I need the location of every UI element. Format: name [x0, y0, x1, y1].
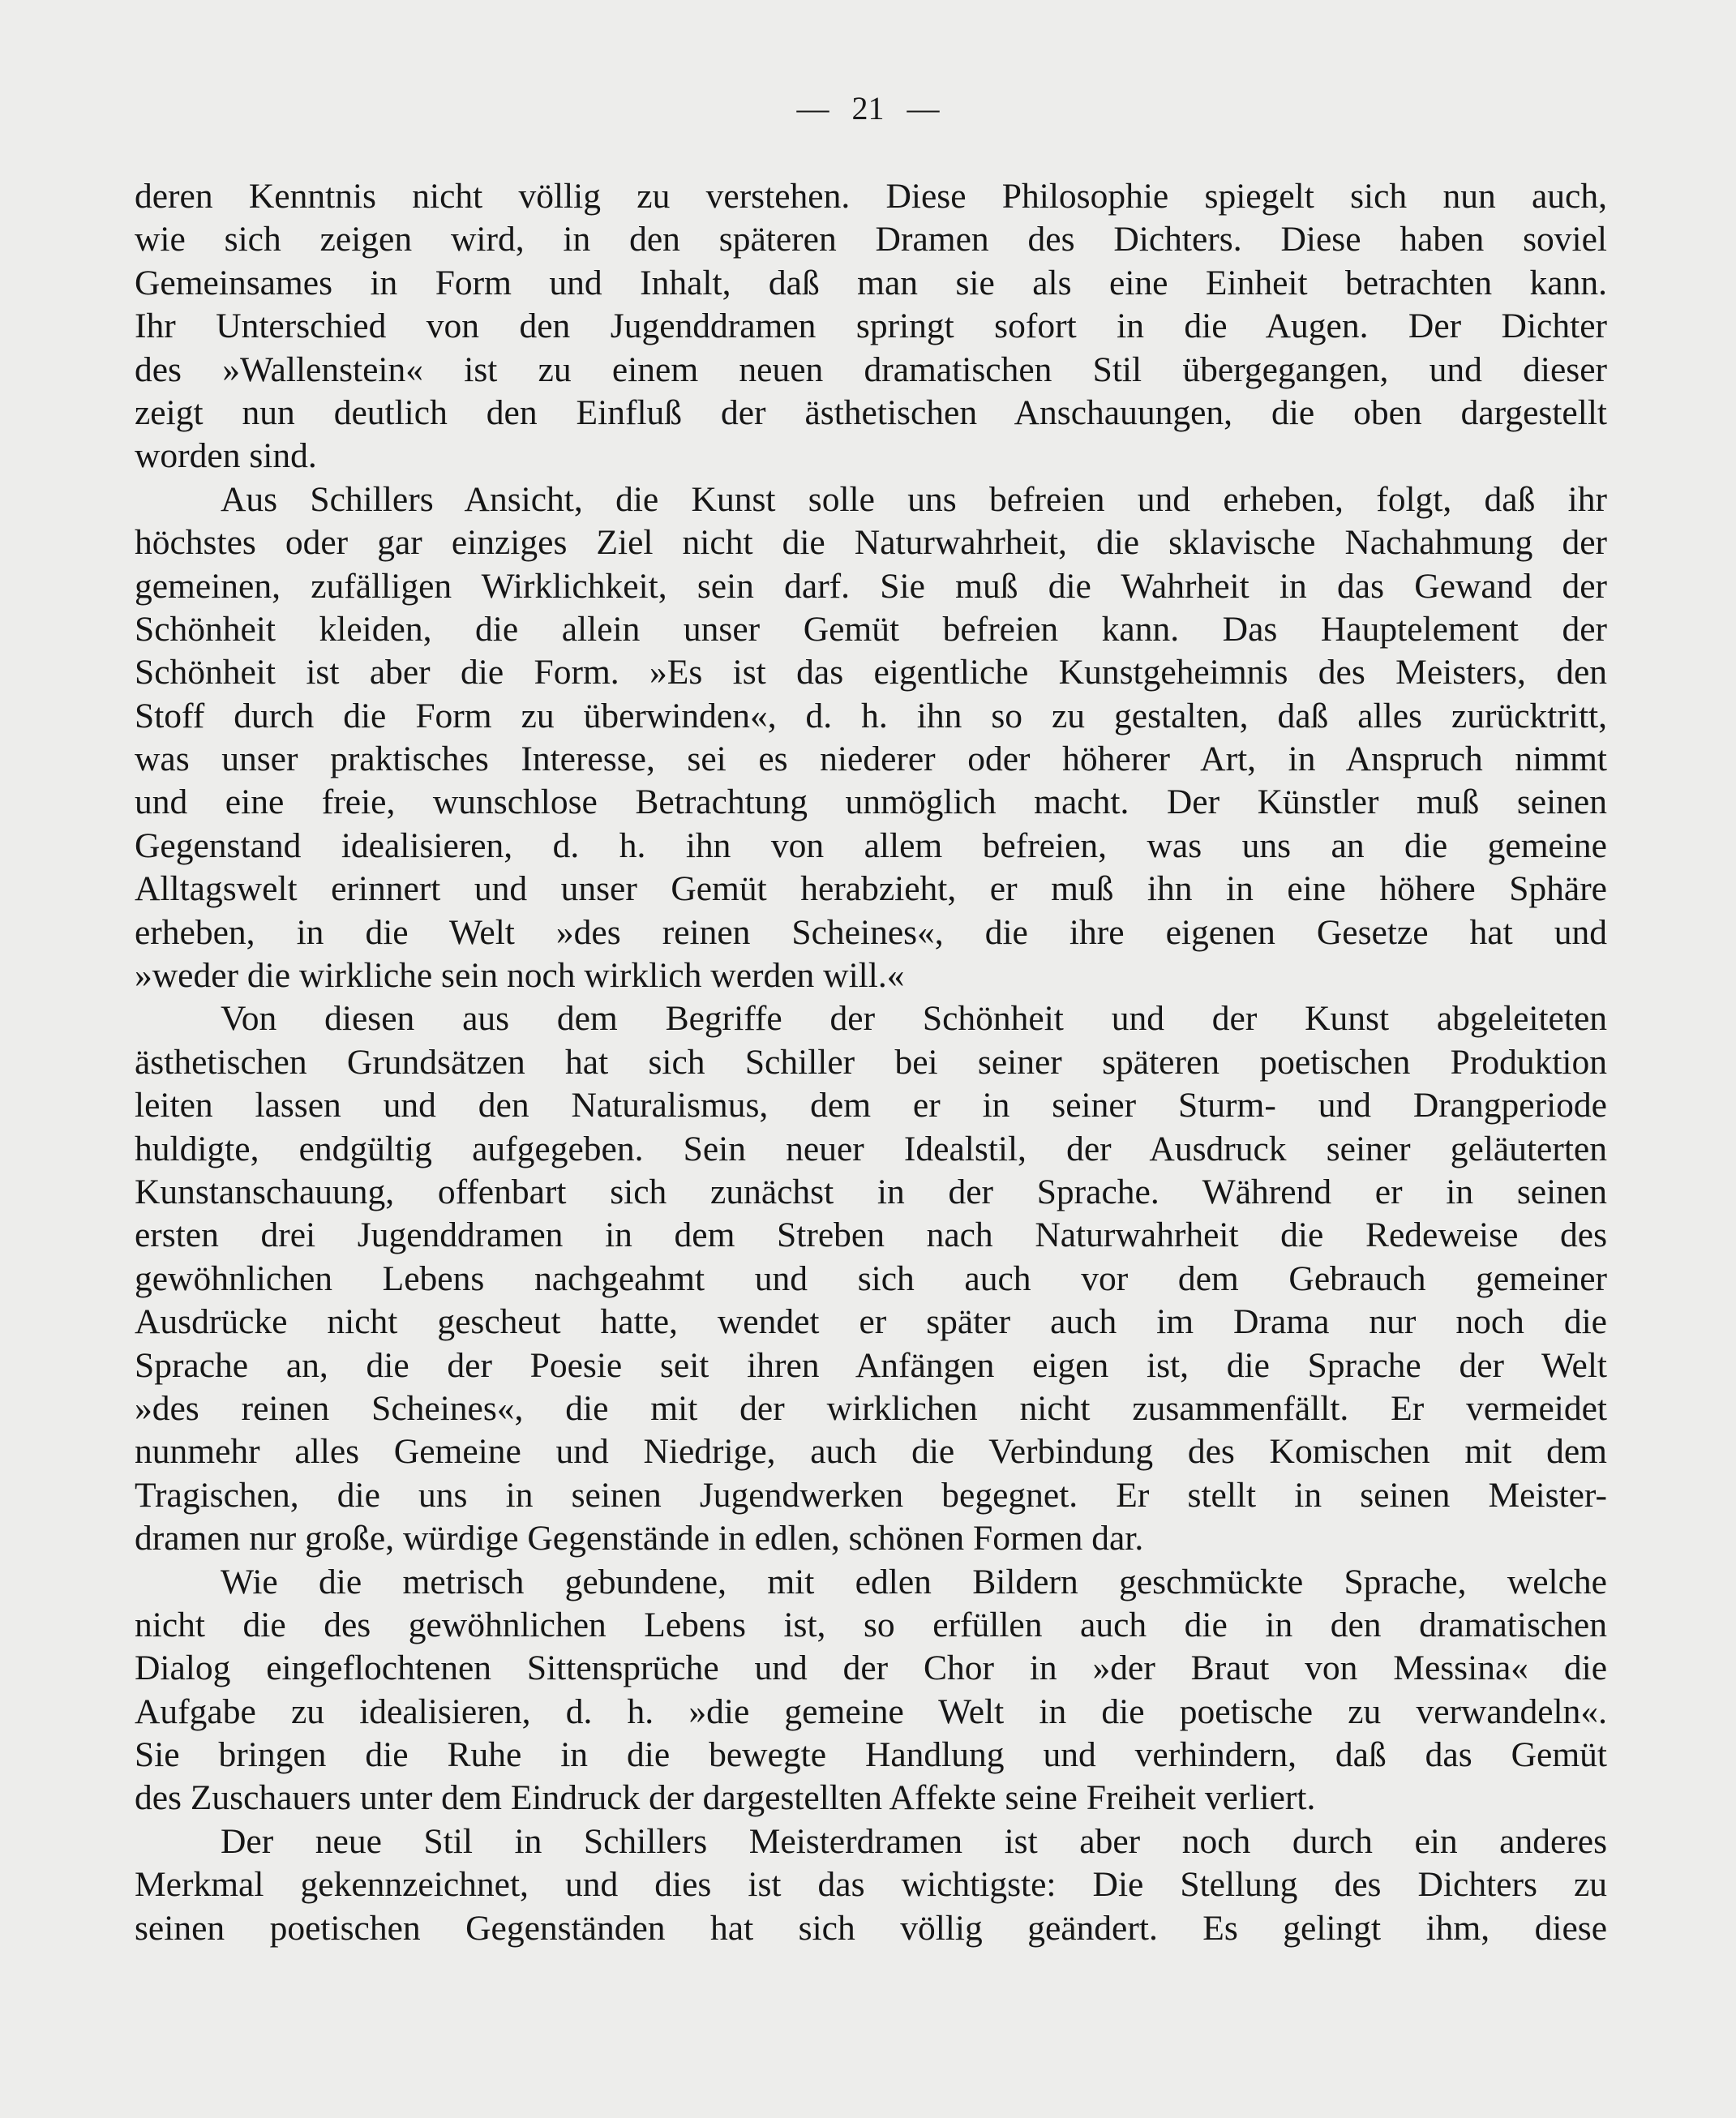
text-line: zeigt nun deutlich den Einfluß der ästhetischen Anschauungen, die oben dargestellt [135, 392, 1607, 432]
paragraph-3 [135, 997, 1607, 1560]
text-line: Der neue Stil in Schillers Meisterdramen ist aber noch durch ein anderes [221, 1821, 1607, 1861]
text-line: des »Wallenstein« ist zu einem neuen dramatischen Stil übergegangen, und dieser [135, 349, 1607, 389]
text-line: »weder die wirkliche sein noch wirklich werden will.« [135, 956, 905, 996]
text-line: Schönheit kleiden, die allein unser Gemüt befreien kann. Das Hauptelement der [135, 609, 1607, 649]
paragraph-1 [135, 175, 1607, 478]
paragraph-5 [135, 1820, 1607, 1950]
text-line: »des reinen Scheines«, die mit der wirklichen nicht zusammenfällt. Er vermeidet [135, 1388, 1607, 1428]
text-line: erheben, in die Welt »des reinen Scheines«, die ihre eigenen Gesetze hat und [135, 912, 1607, 952]
text-line: Gemeinsames in Form und Inhalt, daß man sie als eine Einheit betrachten kann. [135, 263, 1607, 302]
text-line: Tragischen, die uns in seinen Jugendwerken begegnet. Er stellt in seinen Meister- [135, 1475, 1607, 1515]
text-line: Aufgabe zu idealisieren, d. h. »die gemeine Welt in die poetische zu verwandeln«. [135, 1691, 1607, 1731]
text-line: wie sich zeigen wird, in den späteren Dramen des Dichters. Diese haben soviel [135, 220, 1607, 259]
text-line: leiten lassen und den Naturalismus, dem er in seiner Sturm- und Drangperiode [135, 1086, 1607, 1125]
text-line: nicht die des gewöhnlichen Lebens ist, so erfüllen auch die in den dramatischen [135, 1605, 1607, 1644]
text-line: gemeinen, zufälligen Wirklichkeit, sein darf. Sie muß die Wahrheit in das Gewand der [135, 566, 1607, 606]
paragraph-2 [135, 478, 1607, 998]
text-line: Von diesen aus dem Begriffe der Schönheit und der Kunst abgeleiteten [221, 999, 1607, 1039]
text-line: Merkmal gekennzeichnet, und dies ist das wichtigste: Die Stellung des Dichters zu [135, 1865, 1607, 1905]
text-line: Ausdrücke nicht gescheut hatte, wendet er später auch im Drama nur noch die [135, 1302, 1607, 1342]
text-line: deren Kenntnis nicht völlig zu verstehen. Diese Philosophie spiegelt sich nun auch, [135, 177, 1607, 216]
text-line: höchstes oder gar einziges Ziel nicht die Naturwahrheit, die sklavische Nachahmung der [135, 523, 1607, 563]
text-line: ästhetischen Grundsätzen hat sich Schiller bei seiner späteren poetischen Produktion [135, 1042, 1607, 1082]
text-line: Aus Schillers Ansicht, die Kunst solle uns befreien und erheben, folgt, daß ihr [221, 479, 1607, 519]
text-line: Schönheit ist aber die Form. »Es ist das eigentliche Kunstgeheimnis des Meisters, den [135, 653, 1607, 692]
text-line: Gegenstand idealisieren, d. h. ihn von allem befreien, was uns an die gemeine [135, 825, 1607, 865]
text-line: dramen nur große, würdige Gegenstände in edlen, schönen Formen dar. [135, 1519, 1144, 1558]
text-line: Sprache an, die der Poesie seit ihren Anfängen eigen ist, die Sprache der Welt [135, 1345, 1607, 1385]
text-line: nunmehr alles Gemeine und Niedrige, auch die Verbindung des Komischen mit dem [135, 1432, 1607, 1472]
page-number: — 21 — [796, 90, 940, 126]
text-line: Stoff durch die Form zu überwinden«, d. h. ihn so zu gestalten, daß alles zurücktritt, [135, 696, 1607, 735]
text-line: Ihr Unterschied von den Jugenddramen springt sofort in die Augen. Der Dichter [135, 307, 1607, 346]
text-line: huldigte, endgültig aufgegeben. Sein neuer Idealstil, der Ausdruck seiner geläuterten [135, 1129, 1607, 1168]
text-line: Kunstanschauung, offenbart sich zunächst in der Sprache. Während er in seinen [135, 1172, 1607, 1211]
text-line: Alltagswelt erinnert und unser Gemüt herabzieht, er muß ihn in eine höhere Sphäre [135, 869, 1607, 909]
text-line: seinen poetischen Gegenständen hat sich völlig geändert. Es gelingt ihm, diese [135, 1908, 1607, 1948]
text-line: und eine freie, wunschlose Betrachtung unmöglich macht. Der Künstler muß seinen [135, 782, 1607, 822]
text-line: Wie die metrisch gebundene, mit edlen Bildern geschmückte Sprache, welche [221, 1562, 1607, 1601]
text-line: was unser praktisches Interesse, sei es niederer oder höherer Art, in Anspruch nimmt [135, 740, 1607, 779]
text-line: Sie bringen die Ruhe in die bewegte Handlung und verhindern, daß das Gemüt [135, 1735, 1607, 1775]
text-line: gewöhnlichen Lebens nachgeahmt und sich auch vor dem Gebrauch gemeiner [135, 1258, 1607, 1298]
text-line: Dialog eingeflochtenen Sittensprüche und der Chor in »der Braut von Messina« die [135, 1649, 1607, 1688]
body-text [135, 175, 1607, 1950]
text-line: worden sind. [135, 436, 317, 476]
paragraph-4 [135, 1561, 1607, 1820]
text-line: des Zuschauers unter dem Eindruck der dargestellten Affekte seine Freiheit verliert. [135, 1778, 1316, 1818]
text-line: ersten drei Jugenddramen in dem Streben nach Naturwahrheit die Redeweise des [135, 1215, 1607, 1255]
